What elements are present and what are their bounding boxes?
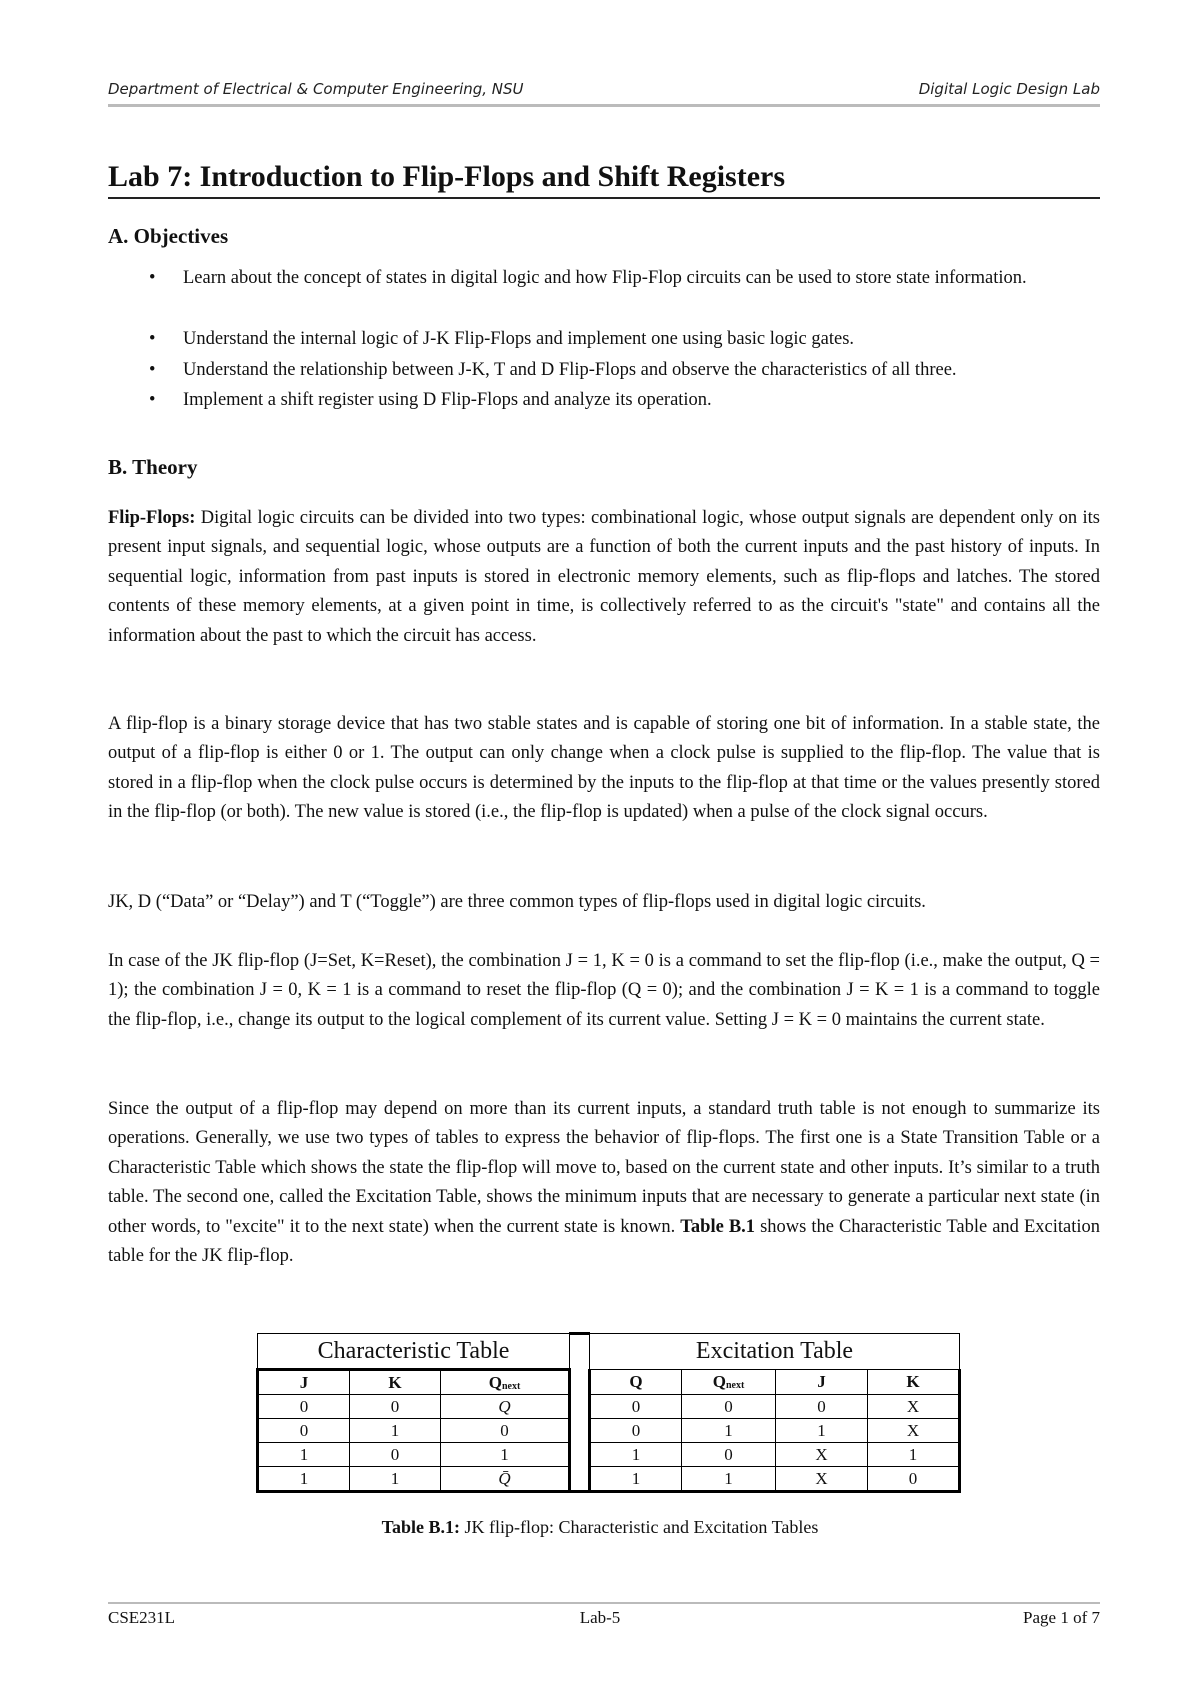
paragraph-flip-flop-definition: A flip-flop is a binary storage device that has two stable states and is capable of storing one bit of information. In a stable state, the output of a flip-flop is either 0 or 1. The output can only change when a clock pulse is supplied to the flip-flop. The value that is stored in a flip-flop when the clock pulse occurs is determined by the inputs to the flip-flop at that time or the values presently stored in the flip-flop (or both). The new value is stored (i.e., the flip-flop is updated) when a pulse of the clock signal occurs. (108, 714, 1100, 823)
col-header: $Q_{next}$ (682, 1370, 776, 1395)
footer-page-number: Page 1 of 7 (1023, 1608, 1100, 1627)
table-caption: Table B.1: JK flip-flop: Characteristic and Excitation Tables (381, 1517, 819, 1537)
col-header: J (776, 1370, 868, 1395)
footer-divider (108, 1602, 1100, 1604)
table-row: 1 0 1 1 0 X 1 (258, 1443, 960, 1467)
page-title: Lab 7: Introduction to Flip-Flops and Shift Registers (108, 160, 786, 193)
paragraph-jk: In case of the JK flip-flop (J=Set, K=Reset), the combination J = 1, K = 0 is a command to set the flip-flop (i.e., make the output, Q = 1); the combination J = 0, K = 1 is a command to reset the flip-flop (Q = 0); and the combination J = K = 1 is a command to toggle the flip-flop, i.e., change its output to the logical complement of its current value. Setting J = K = 0 maintains the current state. (108, 951, 1100, 1030)
header-course: Digital Logic Design Lab (918, 80, 1100, 98)
excitation-table-title: Excitation Table (590, 1334, 960, 1370)
table-row: 0 0 Q 0 0 0 X (258, 1395, 960, 1419)
bullet-icon: • (149, 268, 156, 288)
title-divider (108, 197, 1100, 199)
table-gap (570, 1334, 590, 1492)
bullet-icon: • (149, 360, 156, 380)
col-header: K (350, 1370, 441, 1395)
table-row: 0 1 0 0 1 1 X (258, 1419, 960, 1443)
characteristic-table-title: Characteristic Table (258, 1334, 570, 1370)
objectives-heading: A. Objectives (108, 224, 229, 248)
theory-heading: B. Theory (108, 455, 198, 479)
paragraph-flip-flops: Flip-Flops: Digital logic circuits can be divided into two types: combinational logic, whose output signals are dependent only on its present input signals, and sequential logic, whose outputs are a function of both the current inputs and the past history of inputs. In sequential logic, information from past inputs is stored in electronic memory elements, such as flip-flops and latches. The stored contents of these memory elements, at a given point in time, is collectively referred to as the circuit's "state" and contains all the information about the past to which the circuit has access. (108, 508, 1100, 646)
header-divider (108, 104, 1100, 107)
table-row: 1 1 Q̄ 1 1 X 0 (258, 1467, 960, 1492)
jk-tables (256, 1332, 961, 1493)
paragraph-types: JK, D (“Data” or “Delay”) and T (“Toggle”) are three common types of flip-flops used in digital logic circuits. (108, 892, 926, 912)
col-header: Q (590, 1370, 682, 1395)
bullet-icon: • (149, 390, 156, 410)
paragraph-tables: Since the output of a flip-flop may depend on more than its current inputs, a standard truth table is not enough to summarize its operations. Generally, we use two types of tables to express the behavior of flip-flops. The first one is a State Transition Table or a Characteristic Table which shows the state the flip-flop will move to, based on the current state and other inputs. It’s similar to a truth table. The second one, called the Excitation Table, shows the minimum inputs that are necessary to generate a particular next state (in other words, to "excite" it to the next state) when the current state is known. Table B.1 shows the Characteristic Table and Excitation table for the JK flip-flop. (108, 1099, 1100, 1267)
header-department: Department of Electrical & Computer Engineering, NSU (108, 80, 524, 98)
footer-lab: Lab-5 (579, 1608, 621, 1627)
footer-course-code: CSE231L (108, 1608, 176, 1627)
col-header: K (868, 1370, 960, 1395)
bullet-icon: • (149, 329, 156, 349)
col-header: J (258, 1370, 350, 1395)
col-header: $Q_{next}$ (441, 1370, 570, 1395)
